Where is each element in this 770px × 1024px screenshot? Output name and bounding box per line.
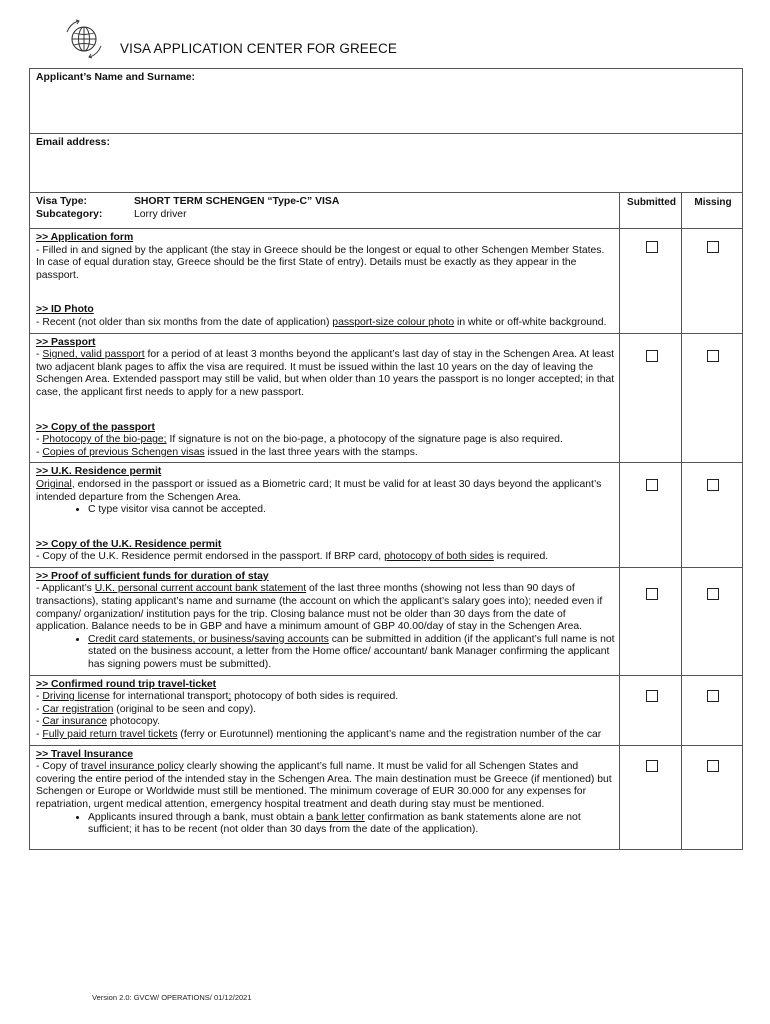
- name-row: [30, 69, 743, 134]
- section-title: >> Travel Insurance: [36, 748, 134, 760]
- subcategory-value: Lorry driver: [134, 208, 187, 220]
- section-title: >> ID Photo: [36, 304, 94, 316]
- section-text: - Filled in and signed by the applicant (the stay in Greece should be the longest or equal to other Schengen Member States. In case of equal duration stay, Greece should be the first State of entry). Details must be exactly as they appear in the passport.: [36, 244, 605, 281]
- section-text: - Copy of the U.K. Residence permit endorsed in the passport. If BRP card, photocopy of both sides is required.: [36, 551, 549, 563]
- table-row: [30, 229, 743, 334]
- missing-checkbox[interactable]: [707, 241, 719, 253]
- list-item: • Credit card statements, or business/saving accounts can be submitted in addition (if the applicant’s full name is not stated on the business account, a letter from the Home office/ accountant/ bank Manager confirming the applicant has signing powers must be submitted).: [88, 634, 615, 672]
- version-footer: Version 2.0: GVCW/ OPERATIONS/ 01/12/2021: [92, 993, 252, 1002]
- email-field[interactable]: [36, 150, 738, 184]
- section-text: - Car insurance photocopy.: [36, 716, 160, 728]
- table-row: [30, 675, 743, 745]
- submitted-checkbox[interactable]: [646, 588, 658, 600]
- missing-checkbox[interactable]: [707, 479, 719, 491]
- section-text: - Driving license for international transport; photocopy of both sides is required.: [36, 691, 399, 703]
- visa-type-value: SHORT TERM SCHENGEN “Type-C” VISA: [134, 196, 340, 207]
- list-item: • Applicants insured through a bank, must obtain a bank letter confirmation as bank statements alone are not sufficient; it has to be recent (not older than 30 days from the date of the application).: [88, 812, 615, 837]
- name-field[interactable]: [36, 85, 738, 125]
- section-title: >> Passport: [36, 336, 96, 348]
- section-text: - Copies of previous Schengen visas issued in the last three years with the stamps.: [36, 446, 418, 458]
- page-title: VISA APPLICATION CENTER FOR GREECE: [120, 41, 397, 56]
- section-text: - Recent (not older than six months from the date of application) passport-size colour photo in white or off-white background.: [36, 316, 607, 328]
- submitted-checkbox[interactable]: [646, 690, 658, 702]
- missing-checkbox[interactable]: [707, 588, 719, 600]
- section-text: - Copy of travel insurance policy clearly showing the applicant’s full name. It must be valid for all Schengen States and covering the entire period of the intended stay in the Schengen Area. The main destination must be Greece (if mentioned) but Schengen or Europe or Worldwide must still be mentioned. The minimum coverage of EUR 30.000 for any expenses for repatriation, urgent medical attention, emergency hospital treatment and death during stay must be mentioned.: [36, 761, 612, 810]
- section-text: - Photocopy of the bio-page; If signature is not on the bio-page, a photocopy of the signature page is also required.: [36, 434, 563, 446]
- missing-header: Missing: [682, 193, 743, 229]
- subcategory-label: Subcategory:: [36, 208, 103, 220]
- section-text: - Applicant’s U.K. personal current account bank statement of the last three months (showing not less than 90 days of transactions), stating applicant’s name and surname (the account on which the applicant’s salary goes into); needed even if company/ organization/ institution pays for the trip. Closing balance must not be older than 30 days from the date of application. Balance needs to be in GBP and have a minimum amount of GBP 40.00/day of stay in the Schengen Area.: [36, 583, 603, 633]
- section-title: >> Confirmed round trip travel-ticket: [36, 678, 217, 690]
- section-title: >> Application form: [36, 232, 134, 243]
- section-title: >> Copy of the passport: [36, 421, 155, 433]
- section-text: - Signed, valid passport for a period of at least 3 months beyond the applicant’s last day of stay in the Schengen Area. At least two adjacent blank pages to affix the visa are required. It must be issued within the last 10 years on the day of leaving the Schengen Area. Extended passport may still be valid, but when older than 10 years the passport is no longer accepted; in that case, the applicant first needs to apply for a new passport.: [36, 349, 615, 398]
- table-row: [30, 333, 743, 463]
- submitted-checkbox[interactable]: [646, 479, 658, 491]
- table-row: [30, 745, 743, 849]
- list-item: • C type visitor visa cannot be accepted.: [88, 504, 615, 517]
- submitted-checkbox[interactable]: [646, 241, 658, 253]
- table-row: [30, 567, 743, 675]
- section-text: Original, endorsed in the passport or issued as a Biometric card; It must be valid for at least 30 days beyond the applicant’s intended departure from the Schengen Area.: [36, 478, 602, 503]
- visa-type-label: Visa Type:: [36, 196, 88, 207]
- email-row: [30, 134, 743, 193]
- missing-checkbox[interactable]: [707, 350, 719, 362]
- table-row: [30, 463, 743, 568]
- submitted-header: Submitted: [620, 193, 682, 229]
- submitted-checkbox[interactable]: [646, 350, 658, 362]
- visa-type-row: [30, 193, 743, 229]
- email-label: Email address:: [36, 137, 110, 148]
- name-label: Applicant’s Name and Surname:: [36, 72, 195, 83]
- checklist-table: [29, 68, 743, 850]
- globe-logo-icon: [62, 18, 106, 60]
- section-title: >> Proof of sufficient funds for duration of stay: [36, 570, 269, 582]
- section-text: - Fully paid return travel tickets (ferry or Eurotunnel) mentioning the applicant’s name and the registration number of the car: [36, 729, 602, 740]
- missing-checkbox[interactable]: [707, 690, 719, 702]
- missing-checkbox[interactable]: [707, 760, 719, 772]
- section-title: >> Copy of the U.K. Residence permit: [36, 538, 222, 550]
- section-text: - Car registration (original to be seen and copy).: [36, 703, 257, 715]
- submitted-checkbox[interactable]: [646, 760, 658, 772]
- section-title: >> U.K. Residence permit: [36, 466, 162, 478]
